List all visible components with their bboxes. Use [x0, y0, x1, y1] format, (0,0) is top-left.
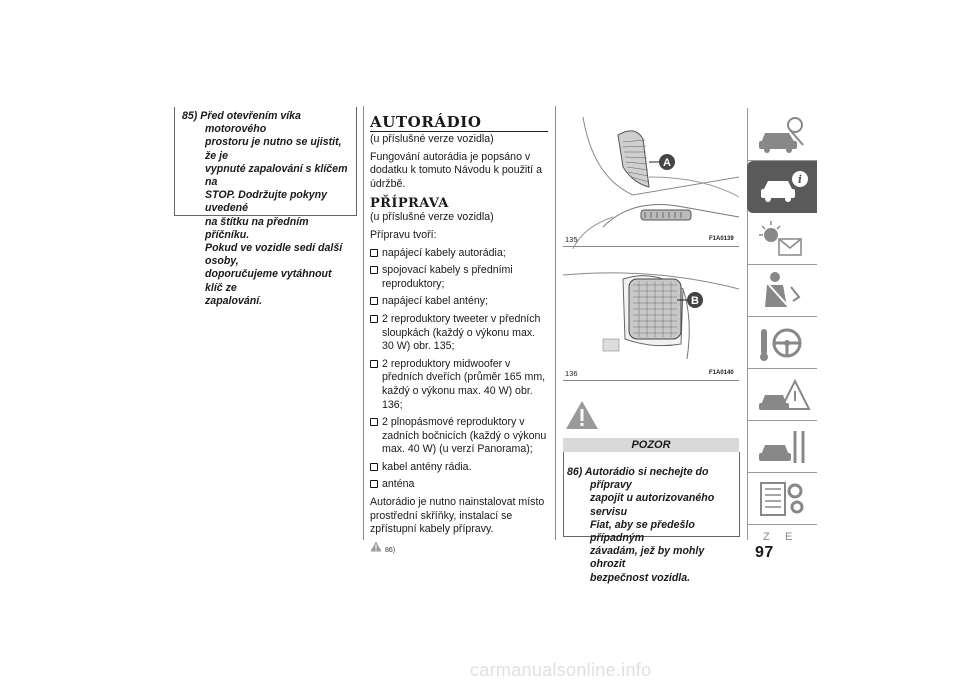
note-text	[175, 107, 356, 308]
checkbox-bullet-icon	[370, 249, 378, 257]
subsection-subtitle: (u příslušné verze vozidla)	[370, 211, 494, 224]
list-item: napájecí kabel antény;	[370, 295, 548, 309]
column-divider	[555, 106, 556, 540]
checkbox-bullet-icon	[370, 360, 378, 368]
section-title: AUTORÁDIO	[370, 114, 548, 132]
list-item: 2 plnopásmové reproduktory v zadních bočnicích (každý o výkonu max. 40 W) (u verzí Panorama);	[370, 416, 548, 457]
figure-code: F1A0140	[709, 370, 734, 376]
midwoofer-illustration	[563, 249, 739, 369]
warning-line: Fiat, aby se předešlo případným	[590, 518, 695, 545]
note-line: Pokud ve vozidle sedí další osoby,	[205, 242, 343, 268]
steering-key-icon	[755, 321, 811, 365]
checkbox-bullet-icon	[370, 463, 378, 471]
specifications-icon	[755, 477, 811, 521]
svg-text:E: E	[785, 531, 793, 543]
seatbelt-airbag-icon	[755, 269, 811, 313]
lead-text: Přípravu tvoří:	[370, 228, 437, 241]
nav-item-service[interactable]	[747, 421, 817, 473]
list-item: kabel antény rádia.	[370, 461, 548, 475]
service-tools-icon	[755, 425, 811, 469]
warning-triangle-icon	[755, 373, 811, 417]
warning-line: bezpečnost vozidla.	[590, 571, 691, 584]
list-item: 2 reproduktory tweeter v předních sloupkách (každý o výkonu max. 30 W) obr. 135;	[370, 313, 548, 354]
note-line: zapalování.	[205, 294, 263, 307]
checkbox-bullet-icon	[370, 315, 378, 323]
subsection-title: PŘÍPRAVA	[370, 196, 449, 212]
figure-number: 136	[565, 369, 578, 378]
section-subtitle: (u příslušné verze vozidla)	[370, 133, 494, 145]
warning-triangle-icon	[370, 541, 382, 552]
column-divider	[363, 106, 364, 540]
list-item: anténa	[370, 478, 548, 492]
warning-box	[563, 452, 740, 584]
note-line: na štítku na předním příčníku.	[205, 215, 309, 241]
light-message-icon	[755, 217, 811, 261]
note-line: prostoru je nutno se ujistit, že je	[205, 136, 342, 162]
note-line: vypnuté zapalování s klíčem na	[205, 162, 348, 189]
figure-divider	[563, 380, 739, 381]
note-box	[174, 107, 357, 307]
figure-136	[563, 249, 739, 369]
page-number: 97	[755, 544, 774, 561]
list-item: spojovací kabely s předními reproduktory;	[370, 264, 548, 291]
figure-number: 135	[565, 235, 578, 244]
note-line: 85) Před otevřením víka motorového	[182, 110, 301, 136]
checkbox-bullet-icon	[370, 266, 378, 274]
warning-title: POZOR	[563, 438, 739, 452]
warning-line: 86) Autorádio si nechejte do přípravy	[567, 466, 709, 492]
nav-item-specs[interactable]	[747, 473, 817, 525]
checkbox-bullet-icon	[370, 418, 378, 426]
list-item: 2 reproduktory midwoofer v předních dveřích (průměr 165 mm, každý o výkonu max. 40 W) obr. 136;	[370, 358, 548, 412]
svg-text:Z: Z	[763, 531, 770, 543]
warning-triangle-icon	[565, 400, 599, 430]
car-info-icon	[755, 165, 811, 209]
nav-item-lights[interactable]	[747, 213, 817, 265]
note-line: doporučujeme vytáhnout klíč ze	[205, 268, 332, 294]
nav-item-emergency[interactable]	[747, 369, 817, 421]
intro-text: Fungování autorádia je popsáno v dodatku k tomuto Návodu k použití a údržbě.	[370, 150, 542, 190]
watermark: carmanualsonline.info	[470, 660, 652, 680]
list-item: napájecí kabely autorádia;	[370, 247, 548, 261]
svg-text:i: i	[797, 173, 803, 186]
figure-marker-a: A	[663, 157, 671, 169]
car-dashboard-icon	[755, 113, 811, 157]
nav-item-starting[interactable]	[747, 317, 817, 369]
warning-line: závadám, jež by mohly ohrozit	[590, 545, 705, 571]
warning-line: zapojit u autorizovaného servisu	[590, 492, 715, 518]
checkbox-bullet-icon	[370, 480, 378, 488]
warning-text	[564, 452, 739, 585]
main-column	[370, 114, 548, 557]
checkbox-bullet-icon	[370, 297, 378, 305]
closing-text: Autorádio je nutno nainstalovat místo prostřední skříňky, instalací se zpřístupní kabely přípravy.	[370, 496, 545, 536]
figure-code: F1A0139	[709, 236, 734, 242]
nav-item-dashboard[interactable]	[747, 109, 817, 161]
warning-reference: 86)	[370, 541, 548, 558]
component-list	[370, 247, 548, 493]
tweeter-illustration	[563, 117, 739, 249]
nav-item-safety[interactable]	[747, 265, 817, 317]
figure-135	[563, 117, 739, 249]
figure-divider	[563, 246, 739, 247]
note-line: STOP. Dodržujte pokyny uvedené	[205, 189, 328, 215]
nav-item-info[interactable]	[747, 161, 817, 213]
index-letters-icon	[755, 529, 811, 543]
figure-marker-b: B	[691, 295, 699, 307]
